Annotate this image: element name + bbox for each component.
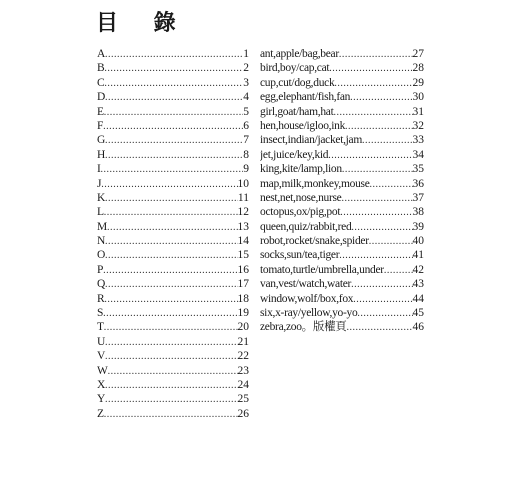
toc-entry-page-number: 18 — [237, 292, 249, 305]
toc-entry-label: I — [97, 163, 101, 176]
toc-entry — [97, 263, 249, 277]
toc-dot-leader — [342, 163, 413, 176]
toc-dot-leader — [357, 307, 412, 320]
toc-dot-leader — [105, 278, 237, 291]
toc-dot-leader — [107, 221, 238, 234]
toc-entry-page-number: 5 — [243, 105, 249, 118]
toc-entry-label: W — [97, 364, 108, 377]
toc-entry-page-number: 16 — [237, 263, 249, 276]
toc-entry-page-number: 42 — [412, 263, 424, 276]
toc-dot-leader — [105, 350, 237, 363]
toc-dot-leader — [105, 134, 243, 147]
toc-entry-page-number: 11 — [237, 191, 249, 204]
toc-entry-label: F — [97, 119, 104, 132]
toc-dot-leader — [384, 264, 413, 277]
toc-entry — [260, 119, 424, 133]
toc-entry — [97, 133, 249, 147]
toc-entry-page-number: 35 — [412, 163, 424, 176]
toc-dot-leader — [362, 134, 412, 147]
toc-entry — [97, 248, 249, 262]
toc-entry-label: nest,net,nose,nurse — [260, 191, 342, 204]
toc-entry — [260, 306, 424, 320]
toc-dot-leader — [104, 77, 243, 90]
toc-dot-leader — [104, 206, 238, 219]
toc-entry — [260, 61, 424, 75]
toc-entry-label: P — [97, 263, 104, 276]
toc-entry-label: octopus,ox/pig,pot — [260, 206, 341, 219]
toc-dot-leader — [329, 62, 412, 75]
toc-entry-page-number: 9 — [243, 163, 249, 176]
toc-dot-leader — [104, 106, 244, 119]
toc-dot-leader — [105, 192, 238, 205]
toc-entry-label: B — [97, 62, 105, 75]
toc-entry-label: socks,sun/tea,tiger — [260, 249, 340, 262]
toc-entry-page-number: 22 — [237, 350, 249, 363]
toc-dot-leader — [346, 321, 412, 334]
toc-entry — [97, 105, 249, 119]
toc-entry-label: T — [97, 321, 104, 334]
toc-entry — [97, 76, 249, 90]
toc-entry-label: zebra,zoo。版權頁 — [260, 321, 347, 334]
toc-entry-label: queen,quiz/rabbit,red — [260, 220, 352, 233]
toc-entry — [260, 162, 424, 176]
toc-entry-label: hen,house/igloo,ink — [260, 119, 346, 132]
toc-dot-leader — [105, 149, 243, 162]
toc-right-column — [260, 47, 424, 335]
toc-entry — [97, 61, 249, 75]
toc-entry-page-number: 17 — [237, 278, 249, 291]
toc-entry-label: map,milk,monkey,mouse — [260, 177, 370, 190]
toc-dot-leader — [339, 48, 413, 61]
toc-entry-page-number: 21 — [237, 335, 249, 348]
toc-entry-label: E — [97, 105, 104, 118]
toc-dot-leader — [104, 321, 238, 334]
toc-dot-leader — [340, 206, 412, 219]
toc-dot-leader — [351, 278, 412, 291]
toc-dot-leader — [104, 293, 237, 306]
toc-dot-leader — [104, 62, 243, 75]
toc-entry-page-number: 46 — [412, 321, 424, 334]
toc-entry — [97, 335, 249, 349]
toc-entry-label: V — [97, 350, 106, 363]
toc-entry-label: bird,boy/cap,cat — [260, 62, 330, 75]
toc-entry-page-number: 39 — [412, 220, 424, 233]
toc-entry — [97, 306, 249, 320]
toc-dot-leader — [101, 163, 244, 176]
toc-dot-leader — [339, 249, 412, 262]
toc-entry-label: ant,apple/bag,bear — [260, 48, 339, 60]
toc-entry-label: S — [97, 307, 104, 320]
page-title: 目 錄 — [96, 11, 190, 36]
toc-entry — [97, 47, 249, 61]
toc-entry — [97, 148, 249, 162]
toc-entry-page-number: 25 — [237, 393, 249, 406]
toc-dot-leader — [342, 192, 413, 205]
toc-entry — [260, 105, 424, 119]
toc-entry-label: G — [97, 134, 106, 147]
toc-entry-page-number: 12 — [237, 206, 249, 219]
toc-dot-leader — [350, 91, 412, 104]
toc-entry-page-number: 19 — [237, 307, 249, 320]
toc-entry — [260, 234, 424, 248]
toc-entry-label: window,wolf/box,fox — [260, 292, 354, 305]
toc-entry-label: egg,elephant/fish,fan — [260, 91, 351, 104]
toc-dot-leader — [103, 120, 243, 133]
toc-entry-page-number: 34 — [412, 148, 424, 161]
toc-entry-page-number: 36 — [412, 177, 424, 190]
toc-entry-page-number: 7 — [243, 134, 249, 147]
toc-entry-label: N — [97, 235, 106, 248]
toc-entry-label: jet,juice/key,kid — [260, 148, 329, 161]
toc-entry-label: D — [97, 91, 106, 104]
toc-entry-page-number: 28 — [412, 62, 424, 75]
toc-entry-label: O — [97, 249, 106, 262]
toc-entry-label: tomato,turtle/umbrella,under — [260, 263, 384, 276]
toc-dot-leader — [105, 249, 237, 262]
toc-entry-page-number: 29 — [412, 76, 424, 89]
toc-dot-leader — [351, 221, 412, 234]
toc-entry — [260, 133, 424, 147]
toc-entry-page-number: 45 — [412, 307, 424, 320]
toc-entry — [97, 277, 249, 291]
toc-entry-label: L — [97, 206, 104, 219]
toc-entry-page-number: 33 — [412, 134, 424, 147]
toc-dot-leader — [108, 365, 238, 378]
toc-dot-leader — [353, 293, 412, 306]
toc-entry — [97, 292, 249, 306]
toc-dot-leader — [103, 264, 237, 277]
toc-entry-label: H — [97, 148, 106, 161]
toc-entry-label: M — [97, 220, 107, 233]
toc-entry — [97, 205, 249, 219]
toc-entry-page-number: 13 — [237, 220, 249, 233]
toc-entry — [97, 320, 249, 334]
toc-entry-page-number: 3 — [243, 76, 249, 89]
toc-entry — [97, 191, 249, 205]
toc-entry-page-number: 15 — [237, 249, 249, 262]
toc-entry-label: king,kite/lamp,lion — [260, 163, 342, 176]
toc-entry — [260, 263, 424, 277]
toc-entry — [97, 177, 249, 191]
toc-dot-leader — [104, 408, 238, 421]
toc-dot-leader — [105, 336, 237, 349]
toc-entry-label: R — [97, 292, 105, 305]
toc-entry-page-number: 4 — [243, 91, 249, 104]
toc-entry — [260, 220, 424, 234]
toc-dot-leader — [101, 178, 237, 191]
toc-dot-leader — [105, 235, 237, 248]
toc-entry-label: cup,cut/dog,duck — [260, 76, 335, 89]
toc-entry-page-number: 8 — [243, 148, 249, 161]
toc-entry — [260, 277, 424, 291]
toc-dot-leader — [105, 91, 243, 104]
toc-entry-page-number: 14 — [237, 235, 249, 248]
toc-entry-label: robot,rocket/snake,spider — [260, 235, 369, 248]
toc-entry-label: J — [97, 177, 102, 190]
toc-dot-leader — [345, 120, 412, 133]
toc-entry — [97, 392, 249, 406]
toc-entry — [260, 148, 424, 162]
toc-entry-page-number: 41 — [412, 249, 424, 262]
toc-entry-page-number: 40 — [412, 235, 424, 248]
toc-dot-leader — [328, 149, 412, 162]
toc-entry — [260, 177, 424, 191]
toc-entry-label: Q — [97, 278, 106, 291]
toc-entry-label: insect,indian/jacket,jam — [260, 134, 363, 147]
toc-entry-label: Z — [97, 407, 104, 420]
toc-dot-leader — [369, 235, 413, 248]
toc-entry — [97, 349, 249, 363]
toc-entry — [260, 47, 424, 61]
toc-entry-label: Y — [97, 393, 106, 406]
toc-entry — [97, 220, 249, 234]
toc-entry-label: six,x-ray/yellow,yo-yo — [260, 307, 358, 320]
toc-entry-label: A — [97, 48, 106, 60]
toc-entry-page-number: 31 — [412, 105, 424, 118]
toc-entry-label: van,vest/watch,water — [260, 278, 352, 291]
toc-entry-page-number: 27 — [412, 48, 424, 60]
toc-dot-leader — [334, 77, 412, 90]
toc-entry-page-number: 38 — [412, 206, 424, 219]
toc-entry — [97, 407, 249, 421]
toc-entry-page-number: 10 — [237, 177, 249, 190]
toc-entry — [97, 162, 249, 176]
toc-dot-leader — [105, 379, 237, 392]
toc-entry-label: K — [97, 191, 106, 204]
toc-entry — [260, 191, 424, 205]
toc-dot-leader — [103, 307, 237, 320]
toc-left-column — [97, 47, 249, 421]
toc-dot-leader — [333, 106, 412, 119]
toc-entry — [97, 364, 249, 378]
toc-entry-label: X — [97, 378, 106, 391]
toc-entry — [97, 90, 249, 104]
toc-entry-page-number: 23 — [237, 364, 249, 377]
toc-dot-leader — [105, 48, 243, 61]
toc-entry-label: girl,goat/ham,hat — [260, 105, 334, 118]
toc-entry-page-number: 26 — [237, 407, 249, 420]
toc-entry — [97, 119, 249, 133]
toc-entry — [260, 292, 424, 306]
toc-entry — [260, 90, 424, 104]
toc-entry-label: C — [97, 76, 105, 89]
toc-entry-page-number: 43 — [412, 278, 424, 291]
toc-entry — [260, 320, 424, 334]
toc-entry — [260, 76, 424, 90]
toc-dot-leader — [105, 393, 237, 406]
toc-entry-page-number: 37 — [412, 191, 424, 204]
toc-dot-leader — [370, 178, 413, 191]
toc-entry — [97, 378, 249, 392]
toc-entry-page-number: 30 — [412, 91, 424, 104]
toc-entry-label: U — [97, 335, 106, 348]
toc-entry — [97, 234, 249, 248]
toc-entry-page-number: 1 — [243, 48, 249, 60]
toc-entry-page-number: 44 — [412, 292, 424, 305]
toc-entry-page-number: 20 — [237, 321, 249, 334]
toc-entry-page-number: 6 — [243, 119, 249, 132]
toc-entry-page-number: 32 — [412, 119, 424, 132]
toc-entry-page-number: 24 — [237, 378, 249, 391]
toc-entry — [260, 205, 424, 219]
toc-entry-page-number: 2 — [243, 62, 249, 75]
toc-entry — [260, 248, 424, 262]
